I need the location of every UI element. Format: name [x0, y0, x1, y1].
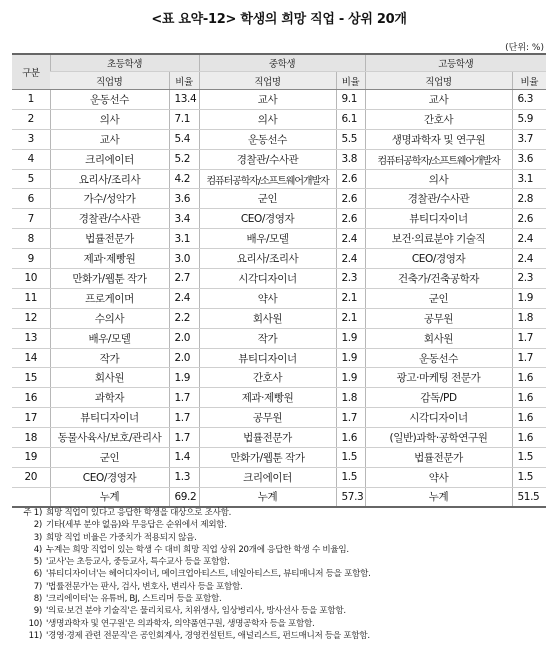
elementary-rate: 2.2	[169, 308, 199, 328]
elementary-job: 제과·제빵원	[50, 249, 169, 269]
row-rank: 11	[12, 288, 50, 308]
elementary-job: 운동선수	[50, 90, 169, 110]
elementary-rate: 5.2	[169, 149, 199, 169]
high-job: 약사	[365, 467, 512, 487]
high-job: (일반)과학·공학연구원	[365, 428, 512, 448]
footnote	[12, 544, 552, 556]
elementary-rate: 5.4	[169, 129, 199, 149]
footnotes	[12, 507, 552, 642]
high-rate: 2.3	[512, 269, 546, 289]
middle-job: 배우/모델	[199, 229, 336, 249]
elementary-job: 프로게이머	[50, 288, 169, 308]
table-row	[12, 368, 546, 388]
middle-rate: 1.9	[336, 368, 365, 388]
elementary-job: 크리에이터	[50, 149, 169, 169]
table-row	[12, 229, 546, 249]
row-rank: 13	[12, 328, 50, 348]
footnote-number: 9)	[33, 606, 42, 617]
table-row	[12, 109, 546, 129]
elementary-job: 동물사육사/보호/관리사	[50, 428, 169, 448]
elementary-job: 과학자	[50, 388, 169, 408]
row-rank: 17	[12, 408, 50, 428]
high-rate: 1.6	[512, 408, 546, 428]
row-rank: 8	[12, 229, 50, 249]
table-row	[12, 388, 546, 408]
elementary-job: 회사원	[50, 368, 169, 388]
high-job: 군인	[365, 288, 512, 308]
table-body	[12, 90, 546, 507]
elementary-rate: 2.0	[169, 328, 199, 348]
table-row	[12, 189, 546, 209]
middle-rate: 2.3	[336, 269, 365, 289]
row-rank: 7	[12, 209, 50, 229]
high-job: 회사원	[365, 328, 512, 348]
elementary-job: 뷰티디자이너	[50, 408, 169, 428]
high-job: 법률전문가	[365, 448, 512, 468]
career-table	[12, 53, 546, 508]
high-job: 간호사	[365, 109, 512, 129]
elementary-job: 법률전문가	[50, 229, 169, 249]
footnote-number: 8)	[33, 594, 42, 605]
elementary-rate: 3.0	[169, 249, 199, 269]
row-rank: 19	[12, 448, 50, 468]
middle-rate: 2.1	[336, 308, 365, 328]
high-rate: 1.7	[512, 348, 546, 368]
elementary-rate: 1.9	[169, 368, 199, 388]
middle-job: 경찰관/수사관	[199, 149, 336, 169]
total-label: 누계	[199, 487, 336, 507]
total-high: 51.5	[512, 487, 546, 507]
footnote-number: 6)	[33, 569, 42, 580]
high-job: CEO/경영자	[365, 249, 512, 269]
header-rate: 비율	[169, 72, 199, 90]
footnote-text: 희망 직업이 있다고 응답한 학생을 대상으로 조사함.	[46, 508, 232, 518]
middle-job: 군인	[199, 189, 336, 209]
total-row	[12, 487, 546, 507]
middle-rate: 1.5	[336, 467, 365, 487]
high-job: 생명과학자 및 연구원	[365, 129, 512, 149]
middle-rate: 1.7	[336, 408, 365, 428]
elementary-job: CEO/경영자	[50, 467, 169, 487]
middle-rate: 1.9	[336, 328, 365, 348]
high-rate: 1.9	[512, 288, 546, 308]
middle-rate: 2.1	[336, 288, 365, 308]
high-rate: 2.6	[512, 209, 546, 229]
high-rate: 6.3	[512, 90, 546, 110]
middle-rate: 3.8	[336, 149, 365, 169]
header-job: 직업명	[50, 72, 169, 90]
elementary-rate: 7.1	[169, 109, 199, 129]
footnote-number: 4)	[33, 544, 42, 555]
header-high: 고등학생	[365, 54, 546, 72]
elementary-rate: 1.7	[169, 428, 199, 448]
footnote-text: '교사'는 초등교사, 중등교사, 특수교사 등을 포함함.	[46, 557, 230, 568]
high-job: 컴퓨터공학자/소프트웨어개발자	[365, 149, 512, 169]
header-job: 직업명	[199, 72, 336, 90]
elementary-rate: 4.2	[169, 169, 199, 189]
footnote-number: 주 1)	[23, 508, 42, 518]
high-rate: 1.7	[512, 328, 546, 348]
high-rate: 3.1	[512, 169, 546, 189]
elementary-rate: 3.6	[169, 189, 199, 209]
elementary-rate: 1.4	[169, 448, 199, 468]
high-job: 경찰관/수사관	[365, 189, 512, 209]
table-row	[12, 149, 546, 169]
footnote-number: 11)	[28, 630, 42, 641]
elementary-job: 작가	[50, 348, 169, 368]
elementary-job: 만화가/웹툰 작가	[50, 269, 169, 289]
elementary-job: 의사	[50, 109, 169, 129]
middle-job: 운동선수	[199, 129, 336, 149]
high-rate: 1.5	[512, 467, 546, 487]
table-row	[12, 428, 546, 448]
elementary-rate: 3.4	[169, 209, 199, 229]
high-rate: 3.6	[512, 149, 546, 169]
high-job: 의사	[365, 169, 512, 189]
middle-job: 제과·제빵원	[199, 388, 336, 408]
middle-job: 크리에이터	[199, 467, 336, 487]
high-job: 교사	[365, 90, 512, 110]
row-rank: 3	[12, 129, 50, 149]
middle-job: 요리사/조리사	[199, 249, 336, 269]
header-middle: 중학생	[199, 54, 365, 72]
elementary-rate: 1.3	[169, 467, 199, 487]
middle-rate: 2.6	[336, 209, 365, 229]
row-rank: 10	[12, 269, 50, 289]
middle-job: 교사	[199, 90, 336, 110]
middle-rate: 5.5	[336, 129, 365, 149]
high-rate: 2.4	[512, 249, 546, 269]
middle-rate: 1.5	[336, 448, 365, 468]
footnote-text: '크리에이터'는 유튜버, BJ, 스트리머 등을 포함함.	[46, 594, 222, 605]
high-job: 시각디자이너	[365, 408, 512, 428]
middle-job: 약사	[199, 288, 336, 308]
row-rank: 1	[12, 90, 50, 110]
middle-job: 작가	[199, 328, 336, 348]
row-rank: 12	[12, 308, 50, 328]
middle-job: 만화가/웹툰 작가	[199, 448, 336, 468]
elementary-rate: 2.7	[169, 269, 199, 289]
middle-job: 회사원	[199, 308, 336, 328]
middle-rate: 2.4	[336, 229, 365, 249]
footnote-text: '법률전문가'는 판사, 검사, 변호사, 변리사 등을 포함함.	[46, 581, 243, 592]
header-rank: 구분	[12, 54, 50, 90]
row-rank: 16	[12, 388, 50, 408]
table-row	[12, 169, 546, 189]
high-job: 건축가/건축공학자	[365, 269, 512, 289]
high-job: 뷰티디자이너	[365, 209, 512, 229]
total-middle: 57.3	[336, 487, 365, 507]
middle-job: 공무원	[199, 408, 336, 428]
row-rank: 20	[12, 467, 50, 487]
footnote	[12, 618, 552, 630]
table-row	[12, 348, 546, 368]
header-elementary: 초등학생	[50, 54, 199, 72]
footnote	[12, 605, 552, 617]
footnote-number: 7)	[33, 581, 42, 592]
middle-job: 법률전문가	[199, 428, 336, 448]
footnote	[12, 568, 552, 580]
elementary-rate: 1.7	[169, 388, 199, 408]
footnote-number: 3)	[33, 532, 42, 543]
total-elementary: 69.2	[169, 487, 199, 507]
elementary-rate: 2.4	[169, 288, 199, 308]
footnote-text: 누계는 희망 직업이 있는 학생 수 대비 희망 직업 상위 20개에 응답한 학생 수 비율임.	[46, 544, 349, 555]
footnote-text: 희망 직업 비율은 가중치가 적용되지 않음.	[46, 532, 197, 543]
row-rank: 4	[12, 149, 50, 169]
row-rank: 2	[12, 109, 50, 129]
footnote-text: '의료·보건 분야 기술직'은 물리치료사, 치위생사, 임상병리사, 방사선사 등을 포함함.	[46, 606, 346, 617]
high-job: 공무원	[365, 308, 512, 328]
footnote-text: '경영·경제 관련 전문직'은 공인회계사, 경영컨설턴트, 애널리스트, 펀드매니저 등을 포함함.	[46, 630, 370, 641]
footnote	[12, 630, 552, 642]
footnote	[12, 532, 552, 544]
elementary-rate: 3.1	[169, 229, 199, 249]
middle-rate: 1.8	[336, 388, 365, 408]
footnote	[12, 581, 552, 593]
elementary-job: 경찰관/수사관	[50, 209, 169, 229]
elementary-job: 교사	[50, 129, 169, 149]
high-rate: 3.7	[512, 129, 546, 149]
elementary-job: 수의사	[50, 308, 169, 328]
middle-rate: 2.6	[336, 169, 365, 189]
footnote	[12, 507, 552, 519]
high-job: 운동선수	[365, 348, 512, 368]
high-job: 감독/PD	[365, 388, 512, 408]
row-rank: 14	[12, 348, 50, 368]
elementary-job: 배우/모델	[50, 328, 169, 348]
table-row	[12, 308, 546, 328]
table-row	[12, 288, 546, 308]
footnote-text: 기타(세부 분야 없음)와 무응답은 순위에서 제외함.	[46, 520, 227, 531]
middle-job: 컴퓨터공학자/소프트웨어개발자	[199, 169, 336, 189]
middle-job: 뷰티디자이너	[199, 348, 336, 368]
middle-job: 시각디자이너	[199, 269, 336, 289]
footnote-number: 10)	[28, 618, 42, 629]
header-rate: 비율	[512, 72, 546, 90]
elementary-job: 군인	[50, 448, 169, 468]
row-rank: 6	[12, 189, 50, 209]
table-row	[12, 448, 546, 468]
table-row	[12, 269, 546, 289]
header-job: 직업명	[365, 72, 512, 90]
footnote-text: '뷰티디자이너'는 헤어디자이너, 메이크업아티스트, 네일아티스트, 뷰티매니저 등을 포함함.	[46, 569, 371, 580]
table-row	[12, 90, 546, 110]
total-label: 누계	[50, 487, 169, 507]
elementary-rate: 2.0	[169, 348, 199, 368]
high-rate: 1.5	[512, 448, 546, 468]
total-blank	[12, 487, 50, 507]
elementary-rate: 13.4	[169, 90, 199, 110]
footnote	[12, 593, 552, 605]
high-rate: 1.6	[512, 428, 546, 448]
middle-rate: 6.1	[336, 109, 365, 129]
high-rate: 5.9	[512, 109, 546, 129]
high-rate: 2.4	[512, 229, 546, 249]
unit-label: (단위: %)	[505, 43, 544, 53]
elementary-rate: 1.7	[169, 408, 199, 428]
row-rank: 9	[12, 249, 50, 269]
footnote	[12, 519, 552, 531]
elementary-job: 가수/성악가	[50, 189, 169, 209]
middle-rate: 2.4	[336, 249, 365, 269]
header-rate: 비율	[336, 72, 365, 90]
middle-rate: 1.9	[336, 348, 365, 368]
high-rate: 2.8	[512, 189, 546, 209]
row-rank: 18	[12, 428, 50, 448]
middle-job: 간호사	[199, 368, 336, 388]
elementary-job: 요리사/조리사	[50, 169, 169, 189]
middle-rate: 2.6	[336, 189, 365, 209]
middle-job: CEO/경영자	[199, 209, 336, 229]
middle-job: 의사	[199, 109, 336, 129]
table-row	[12, 129, 546, 149]
footnote-number: 5)	[33, 557, 42, 568]
middle-rate: 1.6	[336, 428, 365, 448]
high-job: 광고·마케팅 전문가	[365, 368, 512, 388]
row-rank: 5	[12, 169, 50, 189]
high-rate: 1.8	[512, 308, 546, 328]
table-row	[12, 249, 546, 269]
high-job: 보건·의료분야 기술직	[365, 229, 512, 249]
footnote-text: '생명과학자 및 연구원'은 의과학자, 의약품연구원, 생명공학자 등을 포함함.	[46, 618, 315, 629]
table-row	[12, 408, 546, 428]
footnote	[12, 556, 552, 568]
footnote-number: 2)	[33, 520, 42, 531]
row-rank: 15	[12, 368, 50, 388]
table-row	[12, 328, 546, 348]
total-label: 누계	[365, 487, 512, 507]
high-rate: 1.6	[512, 368, 546, 388]
table-row	[12, 209, 546, 229]
table-row	[12, 467, 546, 487]
table-title: <표 요약-12> 학생의 희망 직업 - 상위 20개	[151, 12, 407, 27]
middle-rate: 9.1	[336, 90, 365, 110]
high-rate: 1.6	[512, 388, 546, 408]
